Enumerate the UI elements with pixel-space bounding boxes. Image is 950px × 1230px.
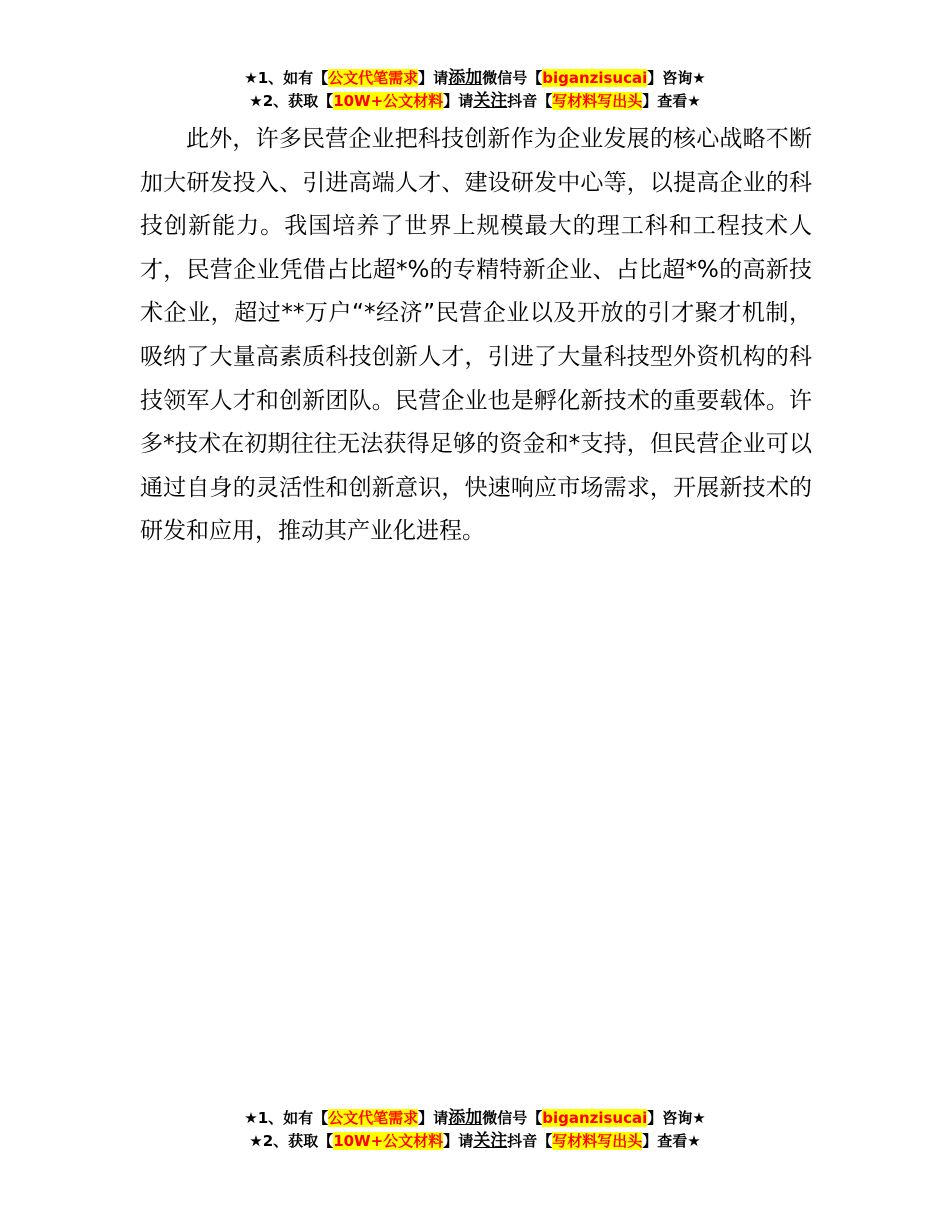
footer-banner: [0, 1107, 950, 1153]
header-highlight-service: 公文代笔需求: [328, 69, 419, 87]
footer-line-2-suffix: 】查看★: [642, 1132, 701, 1150]
header-line-1: [0, 67, 950, 90]
footer-line-2: [0, 1130, 950, 1153]
body-paragraph: 此外，许多民营企业把科技创新作为企业发展的核心战略不断加大研发投入、引进高端人才、建设研发中心等，以提高企业的科技创新能力。我国培养了世界上规模最大的理工科和工程技术人才，民营企业凭借占比超*%的专精特新企业、占比超*%的高新技术企业，超过**万户“*经济”民营企业以及开放的引才聚才机制，吸纳了大量高素质科技创新人才，引进了大量科技型外资机构的科技领军人才和创新团队。民营企业也是孵化新技术的重要载体。许多*技术在初期往往无法获得足够的资金和*支持，但民营企业可以通过自身的灵活性和创新意识，快速响应市场需求，开展新技术的研发和应用，推动其产业化进程。: [140, 126, 812, 545]
footer-highlight-service: 公文代笔需求: [328, 1109, 419, 1127]
footer-underlined-add: 添加: [448, 1108, 483, 1128]
header-line-1-wechat: 微信号【: [482, 69, 543, 87]
footer-highlight-materials: 10W+公文材料: [333, 1132, 444, 1150]
footer-underlined-follow: 关注: [473, 1131, 508, 1151]
header-line-2-suffix: 】查看★: [642, 92, 701, 110]
header-line-1-prefix: ★1、如有【: [244, 69, 329, 87]
footer-line-1-suffix: 】咨询★: [647, 1109, 706, 1127]
header-line-1-suffix: 】咨询★: [647, 69, 706, 87]
footer-line-1: [0, 1107, 950, 1130]
header-line-2-please: 】请: [443, 92, 474, 110]
header-line-2-prefix: ★2、获取【: [249, 92, 334, 110]
header-underlined-add: 添加: [448, 68, 483, 88]
header-banner: [0, 67, 950, 113]
header-highlight-wechat-id: biganzisucai: [542, 69, 648, 87]
header-line-1-please: 】请: [418, 69, 449, 87]
footer-line-2-please: 】请: [443, 1132, 474, 1150]
footer-line-2-douyin: 抖音【: [507, 1132, 553, 1150]
footer-line-1-wechat: 微信号【: [482, 1109, 543, 1127]
footer-highlight-account: 写材料写出头: [552, 1132, 643, 1150]
footer-highlight-wechat-id: biganzisucai: [542, 1109, 648, 1127]
footer-line-2-prefix: ★2、获取【: [249, 1132, 334, 1150]
header-highlight-account: 写材料写出头: [552, 92, 643, 110]
header-line-2: [0, 90, 950, 113]
footer-line-1-prefix: ★1、如有【: [244, 1109, 329, 1127]
header-line-2-douyin: 抖音【: [507, 92, 553, 110]
header-highlight-materials: 10W+公文材料: [333, 92, 444, 110]
header-underlined-follow: 关注: [473, 91, 508, 111]
footer-line-1-please: 】请: [418, 1109, 449, 1127]
